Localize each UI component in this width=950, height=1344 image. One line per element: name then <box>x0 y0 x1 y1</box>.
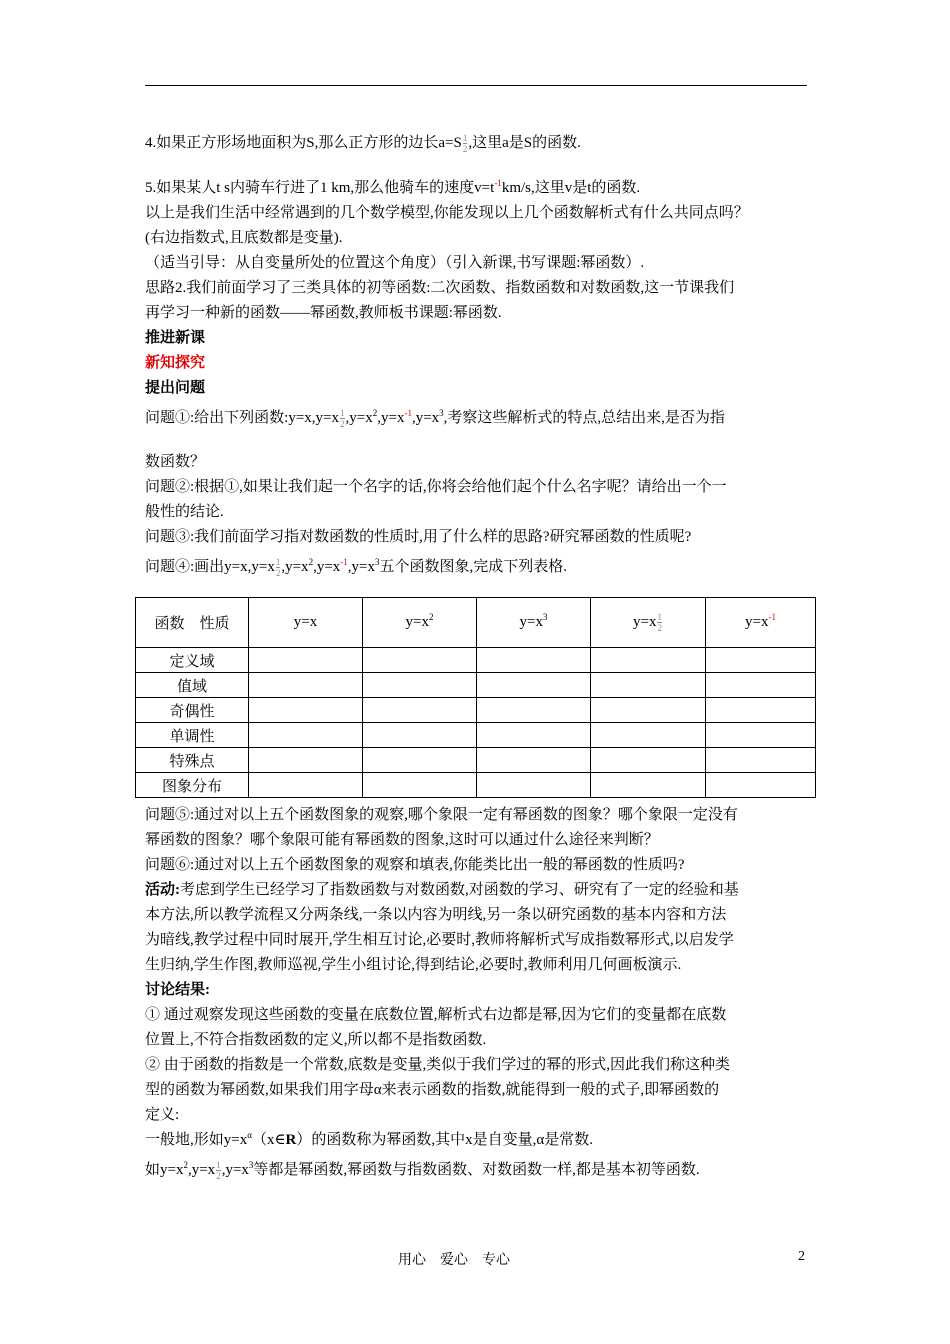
text-line: 再学习一种新的函数——幂函数,教师板书课题:幂函数. <box>145 305 502 321</box>
table-header-row <box>136 598 816 648</box>
results-heading: 讨论结果: <box>145 982 210 998</box>
text-line: 型的函数为幂函数,如果我们用字母α来表示函数的指数,就能得到一般的式子,即幂函数的 <box>145 1082 720 1098</box>
text-line: 数函数？ <box>145 454 206 470</box>
question-5: 问题⑤:通过对以上五个函数图象的观察,哪个象限一定有幂函数的图象？哪个象限一定没有 <box>145 807 738 823</box>
text-line: （适当引导：从自变量所处的位置这个角度）（引入新课,书写课题:幂函数）. <box>145 255 645 271</box>
text-line: 定义: <box>145 1107 180 1123</box>
row-label: 单调性 <box>136 723 249 748</box>
definition-line: 一般地,形如$y=x^\alpha(x\in R)$的函数称为幂函数,其中x是自变量,α是常数. <box>145 1130 594 1148</box>
text-line: 以上是我们生活中经常遇到的几个数学模型,你能发现以上几个函数解析式有什么共同点吗？ <box>145 205 749 221</box>
text-line: 本方法,所以教学流程又分两条线,一条以内容为明线,另一条以研究函数的基本内容和方法 <box>145 907 727 923</box>
row-label: 定义域 <box>136 648 249 673</box>
question-3: 问题③:我们前面学习指对数函数的性质时,用了什么样的思路?研究幂函数的性质呢? <box>145 529 692 545</box>
header-rule <box>145 85 807 86</box>
col-y-x-inv: $y=x^{-1}$ <box>706 598 816 648</box>
col-y-x2: $y=x^2$ <box>363 598 477 648</box>
section-heading: 提出问题 <box>145 380 206 396</box>
text-line: 为暗线,教学过程中同时展开,学生相互讨论,必要时,教师将解析式写成指数幂形式,以启发学 <box>145 932 734 948</box>
table-row <box>136 773 816 798</box>
text-line: 位置上,不符合指数函数的定义,所以都不是指数函数. <box>145 1032 487 1048</box>
table-row <box>136 698 816 723</box>
section-heading: 推进新课 <box>145 330 206 346</box>
text-line: 生归纳,学生作图,教师巡视,学生小组讨论,得到结论,必要时,教师利用几何画板演示. <box>145 957 682 973</box>
col-y-x: y=x <box>249 598 363 648</box>
row-label: 奇偶性 <box>136 698 249 723</box>
properties-table <box>135 597 816 798</box>
result-1: ① 通过观察发现这些函数的变量在底数位置,解析式右边都是幂,因为它们的变量都在底数 <box>145 1007 727 1023</box>
section-heading-red: 新知探究 <box>145 355 206 371</box>
col-y-x-half: y=x $\frac{1}{2}$ <box>591 598 706 648</box>
fraction-half: $\frac{1}{2}$ <box>340 408 345 430</box>
result-2: ② 由于函数的指数是一个常数,底数是变量,类似于我们学过的幂的形式,因此我们称这种类 <box>145 1057 731 1073</box>
text-line: (右边指数式,且底数都是变量). <box>145 230 343 246</box>
question-6: 问题⑥:通过对以上五个函数图象的观察和填表,你能类比出一般的幂函数的性质吗? <box>145 857 685 873</box>
table-row <box>136 748 816 773</box>
table-row <box>136 648 816 673</box>
text-line: 幂函数的图象？哪个象限可能有幂函数的图象,这时可以通过什么途径来判断？ <box>145 832 659 848</box>
fraction-half: $\frac{1}{2}$ <box>657 612 662 633</box>
question-4: 问题④:画出y=x,y=x $\frac{1}{2}$ $,y=x^2,y=x^{-1},y=x^3$五个函数图象,完成下列表格. <box>145 557 568 579</box>
question-1: 问题①:给出下列函数:y=x,y=x $\frac{1}{2}$ $,y=x^2,y=x^{-1},y=x^3$,考察这些解析式的特点,总结出来,是否为指 <box>145 408 725 430</box>
fraction-half: $\frac{1}{2}$ <box>275 557 281 579</box>
row-label: 值域 <box>136 673 249 698</box>
fraction-half: $\frac{1}{2}$ <box>216 1160 221 1182</box>
question-2: 问题②:根据①,如果让我们起一个名字的话,你将会给他们起个什么名字呢？请给出一个一 <box>145 479 727 495</box>
page-number: 2 <box>798 1249 805 1264</box>
table-corner-cell: 函数 性质 <box>136 598 249 648</box>
table-row <box>136 723 816 748</box>
paragraph-4: 4.如果正方形场地面积为S,那么正方形的边长a=S $\frac{1}{2}$ ,这里a是S的函数. <box>145 133 581 155</box>
row-label: 特殊点 <box>136 748 249 773</box>
table-row <box>136 673 816 698</box>
example-line: 如$y=x^2,y=x$ $\frac{1}{2}$ $,y=x^3$等都是幂函数,幂函数与指数函数、对数函数一样,都是基本初等函数. <box>145 1160 700 1182</box>
col-y-x3: $y=x^3$ <box>477 598 591 648</box>
text-line: 般性的结论. <box>145 504 224 520</box>
paragraph-5: 5.如果某人t s内骑车行进了1 km,那么他骑车的速度$v=t^{-1}km/s$,这里v是t的函数. <box>145 178 641 196</box>
row-label: 图象分布 <box>136 773 249 798</box>
fraction-half: $\frac{1}{2}$ <box>462 133 468 155</box>
text-line: 思路2.我们前面学习了三类具体的初等函数:二次函数、指数函数和对数函数,这一节课我们 <box>145 280 735 296</box>
activity-paragraph: 活动:考虑到学生已经学习了指数函数与对数函数,对函数的学习、研究有了一定的经验和基 <box>145 882 739 898</box>
footer-text: 用心 爱心 专心 <box>398 1253 510 1268</box>
